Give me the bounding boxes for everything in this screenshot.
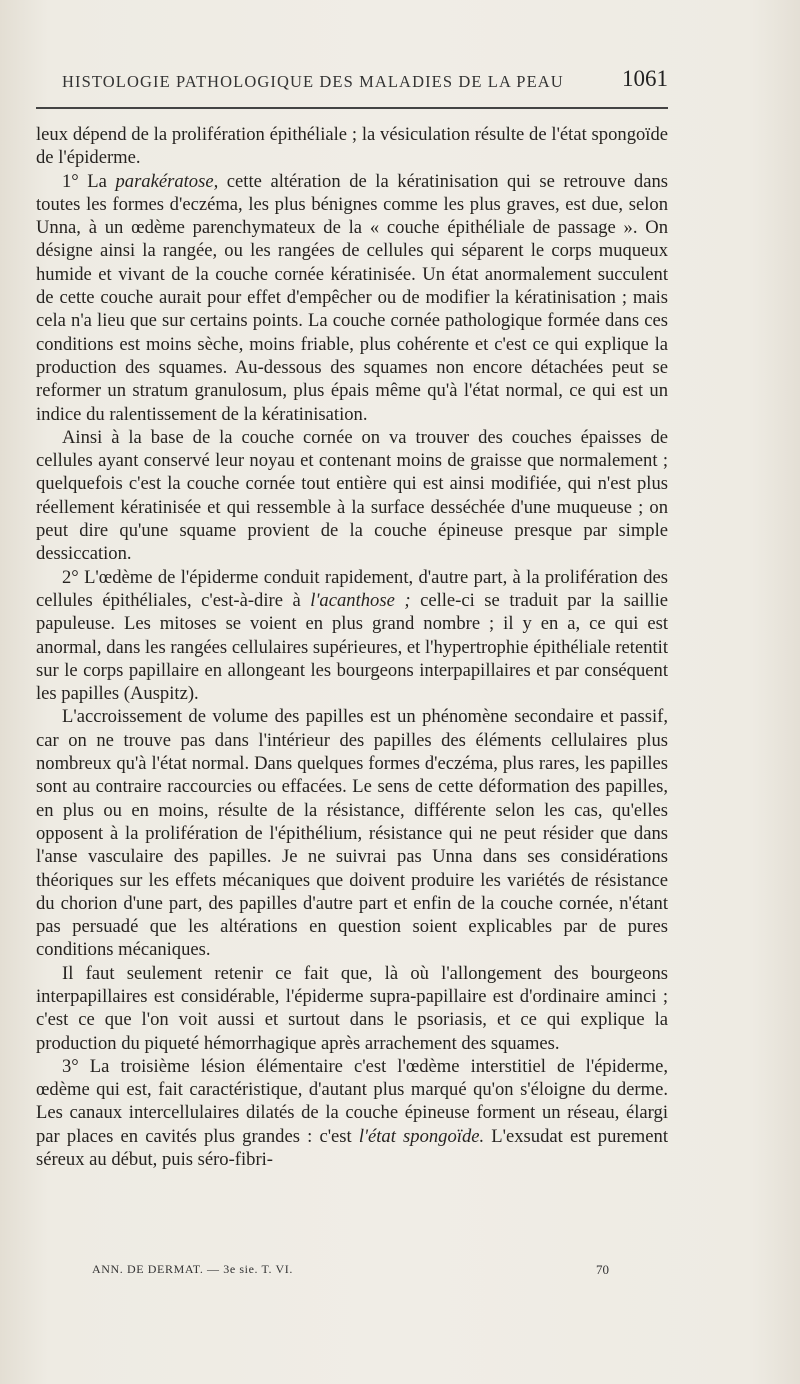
footer-sheet-number: 70 (596, 1262, 609, 1277)
running-header (36, 66, 670, 96)
paragraph (36, 705, 668, 961)
paragraph (36, 1055, 668, 1171)
text-run: Il faut seulement retenir ce fait que, là où l'allongement des bourgeons interpapillaires est considérable, l'épiderme supra-papillaire est d'ordinaire aminci ; c'est ce que l'on voit aussi et surtout dans le psoriasis, et ce qui explique la production du piqueté hémorrhagique après arrachement des squames. (36, 962, 668, 1054)
page-number: 1061 (622, 66, 668, 91)
paragraph (36, 426, 668, 566)
header-rule (36, 107, 668, 109)
text-run: leux dépend de la prolifération épithéliale ; la vésiculation résulte de l'état spongoïde de l'épiderme. (36, 124, 668, 169)
paragraph (36, 170, 668, 426)
paragraph (36, 123, 668, 170)
running-title: HISTOLOGIE PATHOLOGIQUE DES MALADIES DE LA PEAU (62, 72, 564, 91)
text-run: celle-ci se traduit par la saillie papuleuse. Les mitoses se voient en plus grand nombre ; il y en a, ce qui est anormal, dans les rangées cellulaires supérieures, et l'hypertrophie épithéliale retentit sur le corps papillaire en allongeant les bourgeons interpapillaires et par conséquent les papilles (Auspitz). (36, 589, 669, 705)
text-run: L'accroissement de volume des papilles est un phénomène secondaire et passif, car on ne trouve pas dans l'intérieur des papilles des éléments cellulaires plus nombreux qu'à l'état normal. Dans quelques formes d'eczéma, plus rares, les papilles sont au contraire raccourcies ou effacées. Le sens de cette déformation des papilles, en plus ou en moins, résulte de la résistance, différente selon les cas, qu'elles opposent à la prolifération de l'épithélium, résistance qui ne peut résider que dans l'anse vasculaire des papilles. Je ne suivrai pas Unna dans ses considérations théoriques sur les effets mécaniques que doivent produire les variétés de résistance du chorion d'une part, des papilles d'autre part et enfin de la couche cornée, n'étant pas persuadé que les altérations en question soient explicables par de pures conditions mécaniques. (36, 706, 668, 961)
text-run: cette altération de la kératinisation qui se retrouve dans toutes les formes d'eczéma, les plus bénignes comme les plus graves, est due, selon Unna, à un œdème parenchymateux de la « couche épithéliale de passage ». On désigne ainsi la rangée, ou les rangées de cellules qui séparent le corps muqueux humide et vivant de la couche cornée kératinisée. Un état anormalement succulent de cette couche aurait pour effet d'empêcher ou de modifier la kératinisation ; mais cela n'a lieu que sur certains points. La couche cornée pathologique formée dans ces conditions est moins sèche, moins friable, plus cohérente et c'est ce qui explique la production des squames. Au-dessous des squames non encore détachées peut se reformer un stratum granulosum, plus épais même qu'à l'état normal, ce qui est un indice du ralentissement de la kératinisation. (36, 170, 668, 425)
text-run: 1° La (62, 170, 116, 192)
italic-term: l'acanthose ; (310, 589, 411, 611)
italic-term: parakératose, (115, 170, 219, 192)
italic-term: l'état spongoïde. (358, 1125, 485, 1147)
footer-signature: ANN. DE DERMAT. — 3e sie. T. VI. (92, 1262, 293, 1276)
text-run: Ainsi à la base de la couche cornée on va trouver des couches épaisses de cellules ayant conservé leur noyau et contenant moins de graisse que normalement ; quelquefois c'est la couche cornée tout entière qui est ainsi modifiée, qui n'est plus réellement kératinisée et qui ressemble à la surface desséchée d'une muqueuse ; on peut dire qu'une squame provient de la couche épineuse presque par simple dessiccation. (36, 426, 668, 565)
paragraph (36, 566, 668, 706)
body-text (36, 123, 668, 1171)
footer (36, 1262, 668, 1286)
text-run: L'exsudat est purement séreux au début, puis séro-fibri- (36, 1125, 668, 1171)
text-run: 2° L'œdème de l'épiderme conduit rapidement, d'autre part, à la prolifération des cellules épithéliales, c'est-à-dire à (36, 566, 668, 611)
paragraph (36, 962, 668, 1055)
text-run: 3° La troisième lésion élémentaire c'est l'œdème interstitiel de l'épiderme, œdème qui est, fait caractéristique, d'autant plus marqué qu'on s'éloigne du derme. Les canaux intercellulaires dilatés de la couche épineuse forment un réseau, élargi par places en cavités plus grandes : c'est (36, 1055, 668, 1147)
